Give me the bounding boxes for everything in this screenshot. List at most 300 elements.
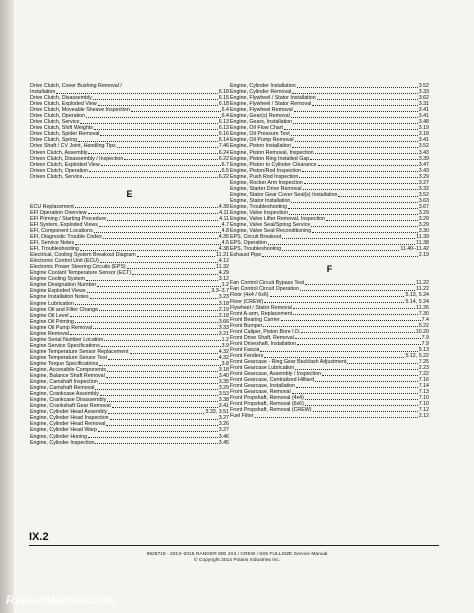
index-entry-page[interactable]: 11.26 [416, 304, 429, 311]
section-letter-f: F [326, 264, 333, 275]
dot-leader [291, 202, 417, 203]
dot-leader [300, 290, 415, 291]
index-entry-page[interactable]: 4.32 [218, 354, 229, 361]
index-entry-page[interactable]: 6.14 [218, 137, 229, 144]
index-entry-page[interactable]: 11.32 [216, 264, 229, 271]
index-entry-label: Drive Clutch, Disassembly [30, 95, 92, 102]
index-list-e-continued [230, 83, 429, 258]
index-entry-page[interactable]: 4.11 [219, 209, 229, 216]
index-entry-label: Engine, Starter Drive Removal [230, 185, 302, 192]
dot-leader [291, 135, 418, 136]
index-entry-page[interactable]: 4.35 [218, 233, 229, 240]
dot-leader [281, 320, 421, 321]
index-entry-label: Front Propshaft, Removal (4x4) [230, 395, 304, 402]
index-entry-page[interactable]: 3.33 [418, 89, 429, 96]
index-entry-label: Engine Removal [30, 330, 69, 337]
index-entry-label: Driven Clutch, Exploded View [30, 161, 100, 168]
index-entry-label: Engine, Cylinder Head Assembly [30, 409, 108, 416]
index-entry-page[interactable]: 5.13, 5.24 [405, 292, 429, 299]
index-entry-label: Engine, Cylinder Honing [30, 433, 88, 440]
dot-leader [318, 165, 418, 166]
index-entry-label: Engine, Balance Shaft Removal [30, 373, 105, 380]
index-entry [230, 413, 429, 419]
dot-leader [132, 274, 218, 275]
index-entry-page[interactable]: 3.62 [418, 95, 429, 102]
dot-leader [292, 393, 418, 394]
index-entry-label: Electronic Control Unit (ECU) [30, 258, 99, 265]
dot-leader [110, 419, 218, 420]
index-entry-page[interactable]: 3.32 [418, 185, 429, 192]
dot-leader [322, 375, 418, 376]
dot-leader [302, 171, 418, 172]
index-entry-label: Engine, Piston/Rod Inspection [230, 167, 301, 174]
dot-leader [88, 437, 218, 438]
index-entry-page[interactable]: 3.41 [218, 403, 229, 410]
index-entry-page[interactable]: 2.18 [218, 312, 229, 319]
dot-leader [315, 153, 418, 154]
dot-leader [293, 123, 418, 124]
index-entry-page[interactable]: 3.41 [418, 113, 429, 120]
index-entry-label: Driven Clutch, Disassembly / Inspection [30, 155, 124, 162]
index-entry-label: Electronic Power Steering Circuits (EPS) [30, 264, 126, 271]
index-entry-label: Engine, Oil Pressure Test [230, 131, 290, 138]
index-entry-page[interactable]: 5.12, 5.22 [405, 352, 429, 359]
index-entry-page[interactable]: 4.11 [219, 215, 229, 222]
index-entry-label: EFI, Service Notes [30, 240, 75, 247]
index-entry-label: Engine Torque Specifications [30, 360, 99, 367]
footer-copyright: © Copyright 2014 Polaris Industries Inc. [193, 558, 281, 564]
index-entry-label: Engine, Piston Ring Installed Gap [230, 155, 310, 162]
index-entry-page[interactable]: 6.22 [218, 173, 229, 180]
index-entry-page[interactable]: 6.18 [218, 101, 229, 108]
index-entry-page[interactable]: 7.13 [418, 389, 429, 396]
index-entry-page[interactable]: 6.15 [218, 95, 229, 102]
dot-leader [294, 111, 418, 112]
dot-leader [89, 171, 221, 172]
dot-leader [78, 141, 218, 142]
page-spine-shadow [0, 0, 14, 613]
dot-leader [106, 377, 218, 378]
index-entry-label: Driven Clutch, Service [30, 173, 83, 180]
dot-leader [299, 177, 417, 178]
index-entry-label: Engine, Crankcase Disassembly [30, 397, 107, 404]
index-entry-label: EPS, Operation [230, 240, 267, 247]
index-entry-page[interactable]: 6.4 [221, 113, 229, 120]
index-entry-label: Front Driveshaft, Installation [230, 340, 296, 347]
dot-leader [296, 387, 418, 388]
dot-leader [310, 159, 417, 160]
index-entry-label: Engine Lubrication [30, 300, 74, 307]
index-entry-page[interactable]: 11.39 [416, 234, 429, 241]
index-entry-page[interactable]: 3.48 [418, 119, 429, 126]
index-entry-label: Engine, Valve Seat Reconditioning [230, 228, 312, 235]
dot-leader [255, 417, 418, 418]
index-entry-page[interactable]: 11.22 [416, 280, 429, 287]
index-entry-page[interactable]: 7.22 [418, 371, 429, 378]
index-entry-label: Engine Coolant Temperature Sensor (ECT) [30, 270, 132, 277]
dot-leader [70, 316, 218, 317]
index-entry-page[interactable]: 2.12 [418, 413, 429, 420]
index-entry-page[interactable]: 3.29 [418, 209, 429, 216]
dot-leader [80, 123, 217, 124]
index-entry-label: Drive Clutch, Cover Bushing Removal / [30, 83, 122, 89]
section-letter-e: E [126, 188, 133, 199]
dot-leader [268, 244, 415, 245]
index-entry-label: Engine, Crankcase Assembly [30, 391, 99, 398]
index-entry-page[interactable]: 3.53 [218, 391, 229, 398]
index-entry-label: Engine, Gear(s) Removal [230, 113, 290, 120]
index-entry-page[interactable]: 3.23 [218, 294, 229, 301]
index-entry-label: Engine, Flywheel / Stator Installation [230, 95, 316, 102]
dot-leader [292, 147, 418, 148]
dot-leader [304, 183, 418, 184]
index-entry-page[interactable]: 3.52 [418, 143, 429, 150]
index-entry-page[interactable]: 6.18 [218, 89, 229, 96]
dot-leader [97, 286, 220, 287]
dot-leader [297, 344, 421, 345]
index-entry-label: Engine Temperature Sensor Replacement [30, 348, 129, 355]
index-entry-page[interactable]: 7.16 [418, 377, 429, 384]
dot-leader [86, 117, 221, 118]
index-entry-page[interactable]: 6.13 [218, 125, 229, 132]
index-entry-label: Engine, Oil Pump Removal [230, 137, 294, 144]
dot-leader [98, 431, 218, 432]
dot-leader [311, 226, 417, 227]
index-entry-page[interactable]: 3.26 [218, 421, 229, 428]
dot-leader [312, 232, 418, 233]
index-entry-page[interactable]: 3.18 [218, 367, 229, 374]
dot-leader [124, 159, 217, 160]
index-entry-page[interactable]: 3.43 [418, 149, 429, 156]
dot-leader [297, 87, 418, 88]
index-entry-page[interactable]: 7.4 [421, 316, 429, 323]
dot-leader [263, 326, 417, 327]
index-entry-page[interactable]: 1.2 [221, 336, 229, 343]
index-entry-page[interactable]: 3.12 [218, 276, 229, 283]
index-entry-label: EFI System, Exploded Views [30, 221, 98, 228]
index-entry-label: Drive Clutch, Shift Weights [30, 125, 93, 132]
dot-leader [288, 208, 418, 209]
index-entry-page[interactable]: 7.9 [421, 334, 429, 341]
index-entry-page[interactable]: 3.27 [218, 415, 229, 422]
index-entry-label: Drive Clutch, Service [30, 119, 80, 126]
index-entry-page[interactable]: 1.2 [221, 282, 229, 289]
index-entry-page[interactable]: 10.20 [415, 328, 429, 335]
dot-leader [104, 340, 220, 341]
index-entry-label: Engine, Oil Flow Chart [230, 125, 283, 132]
index-entry-page[interactable]: 3.35 [218, 379, 229, 386]
index-entry-label: Engine, Piston Removal, Inspection [230, 149, 314, 156]
index-entry-label: Exhaust Pipe [230, 252, 262, 259]
dot-leader [117, 147, 218, 148]
index-entry-page[interactable]: 3.67 [418, 203, 429, 210]
dot-leader [262, 256, 417, 257]
dot-leader [305, 405, 418, 406]
dot-leader [90, 298, 218, 299]
dot-leader [315, 381, 417, 382]
dot-leader [98, 105, 218, 106]
index-entry-page[interactable]: 3.45 [218, 439, 229, 446]
index-entry-label: Engine Oil Pump Removal [30, 324, 93, 331]
dot-leader [282, 250, 399, 251]
index-entry-page[interactable]: 3.18 [418, 131, 429, 138]
index-entry-page[interactable]: 6.7 [221, 161, 229, 168]
index-entry-label: Front Bumper [230, 322, 263, 329]
index-entry-page[interactable]: 4.5 [221, 240, 229, 247]
dot-leader [75, 207, 218, 208]
index-entry-label: Engine, Flywheel Removal [230, 107, 293, 114]
index-entry-page[interactable]: 3.41 [418, 107, 429, 114]
index-entry-page[interactable]: 3.21 [218, 330, 229, 337]
footer [0, 552, 474, 565]
index-entry-page[interactable]: 11.38 [416, 240, 429, 247]
index-entry-page[interactable]: 3.43 [418, 167, 429, 174]
index-entry-page[interactable]: 4.32 [218, 348, 229, 355]
dot-leader [100, 262, 218, 263]
index-entry-page[interactable]: 7.12 [418, 407, 429, 414]
index-entry-page[interactable]: 3.63 [418, 197, 429, 204]
index-entry-page[interactable]: 4.8 [221, 227, 229, 234]
index-entry-label: Front Gearcase - Ring Gear Backlash Adjustment [230, 358, 347, 365]
dot-leader [292, 93, 417, 94]
index-entry-page[interactable]: 11.40–11.42 [400, 246, 429, 253]
index-entry-label: Front Fenders [230, 352, 264, 359]
index-entry-page[interactable]: 6.22 [218, 155, 229, 162]
dot-leader [137, 256, 215, 257]
index-entry-label: Installation [30, 89, 56, 96]
index-entry-label: Engine, Camshaft Inspection [30, 379, 98, 386]
index-entry-page[interactable]: 3.52 [418, 83, 429, 89]
dot-leader [284, 129, 418, 130]
index-entry-page[interactable]: 3.38 [218, 397, 229, 404]
index-entry-label: Drive Shaft / CV Joint, Handling Tips [30, 143, 116, 150]
index-entry-page[interactable]: 2.19 [418, 252, 429, 259]
index-entry-label: Engine, Valve Lifter Removal, Inspection [230, 216, 326, 223]
index-entry-label: Driven Clutch, Operation [30, 167, 88, 174]
dot-leader [295, 338, 421, 339]
dot-leader [93, 99, 218, 100]
index-entry-page[interactable]: 3.39 [418, 155, 429, 162]
index-entry-label: Engine Installation Notes [30, 294, 89, 301]
dot-leader [93, 328, 218, 329]
index-entry-page[interactable]: 4.38 [218, 246, 229, 253]
index-entry-label: Front A-arm, Replacement [230, 310, 293, 317]
index-entry-label: Front Fascia [230, 346, 260, 353]
index-entry-page[interactable]: 7.30 [418, 310, 429, 317]
index-entry-page[interactable]: 3.29 [218, 385, 229, 392]
dot-leader [130, 353, 218, 354]
dot-leader [282, 238, 415, 239]
index-entry-label: Drive Clutch, Spring [30, 137, 78, 144]
index-column-right [230, 83, 429, 419]
dot-leader [107, 220, 218, 221]
index-entry-label: Front Propshaft, Removal (6x6) [230, 401, 304, 408]
index-entry-label: Engine, Rocker Arm Inspection [230, 179, 303, 186]
index-entry-page[interactable]: 5.14, 5.24 [405, 298, 429, 305]
index-entry-label: Engine, Push Rod Inspection [230, 173, 299, 180]
index-entry-label: Engine Cooling System [30, 276, 86, 283]
index-entry-page[interactable]: 3.29 [418, 173, 429, 180]
index-entry-page[interactable]: 2.23 [418, 365, 429, 372]
index-entry-label: Engine, Cylinder Removal [230, 89, 292, 96]
dot-leader [94, 232, 221, 233]
index-entry-label: ECU Replacement [30, 203, 74, 210]
index-entry-page[interactable]: 6.24 [218, 149, 229, 156]
index-entry-label: Drive Clutch, Exploded View [30, 101, 97, 108]
index-entry-label: Front Gearcase, Installation [230, 383, 296, 390]
index-entry-page[interactable]: 3.33 [218, 324, 229, 331]
index-entry-page[interactable]: 6.4 [221, 107, 229, 114]
index-entry-label: Engine, Camshaft Removal [30, 385, 95, 392]
dot-leader [127, 268, 215, 269]
index-entry-page[interactable]: 3.31 [418, 101, 429, 108]
index-entry-page[interactable]: 3.19 [418, 125, 429, 132]
index-entry-page[interactable]: 7.10 [418, 401, 429, 408]
index-entry-page[interactable]: 3.29 [418, 216, 429, 223]
index-entry-label: Floor (4x4 / 6x6) [230, 292, 269, 299]
index-entry-page[interactable]: 4.29 [218, 270, 229, 277]
dot-leader [326, 220, 418, 221]
index-entry-label: Engine, Piston Installation [230, 143, 291, 150]
index-entry-page[interactable]: 4.12 [218, 258, 229, 265]
index-entry-label: Engine, Cylinder Head Removal [30, 421, 106, 428]
index-entry-label: Driven Clutch, Assembly [30, 149, 88, 156]
index-entry-label: EFI, Troubleshooting [30, 246, 79, 253]
index-entry-page[interactable]: 6.13 [218, 119, 229, 126]
index-entry-page[interactable]: 7.25 [418, 358, 429, 365]
index-entry-label: Front Gearcase, Assembly / Inspection [230, 371, 321, 378]
index-entry-label: Engine, Accessible Components [30, 367, 106, 374]
dot-leader [112, 407, 218, 408]
index-entry-label: Fan Control Circuit Bypass Test [230, 280, 305, 287]
index-entry-page[interactable]: 2.19 [218, 306, 229, 313]
dot-leader [264, 302, 404, 303]
index-entry-page[interactable]: 3.3–3.7 [211, 288, 229, 295]
index-entry-label: Engine Serial Number Location [30, 336, 104, 343]
index-entry-label: Engine Temperature Sensor Test [30, 354, 107, 361]
dot-leader [80, 250, 218, 251]
index-entry-label: EFI Priming / Starting Procedure [30, 215, 107, 222]
index-entry-page[interactable]: 5.13 [418, 346, 429, 353]
dot-leader [107, 401, 217, 402]
index-entry-page[interactable]: 6.5 [221, 167, 229, 174]
index-entry [30, 440, 229, 446]
index-entry-label: Engine, Gears, Installation [230, 119, 293, 126]
dot-leader [107, 371, 218, 372]
index-entry-page[interactable]: 3.9 [221, 342, 229, 349]
dot-leader [312, 105, 417, 106]
index-entry-label: Engine, Cylinder Head Inspection [30, 415, 109, 422]
index-entry-label: Front Propshaft, Removal (CREW) [230, 407, 312, 414]
dot-leader [108, 359, 218, 360]
dot-leader [293, 308, 415, 309]
dot-leader [83, 177, 217, 178]
index-entry-label: Engine, Cylinder Inspection [30, 439, 95, 446]
index-entry-page[interactable]: 7.10 [418, 395, 429, 402]
index-entry-label: Electrical, Cooling System Breakout Diagram [30, 252, 136, 259]
index-entry-label: Engine, Valve Seal/Spring Service [230, 222, 311, 229]
dot-leader [75, 322, 218, 323]
dot-leader [86, 280, 218, 281]
index-entry-label: Fan Control Circuit Operation [230, 286, 299, 293]
index-entry-page[interactable]: 11.21 [216, 252, 229, 259]
index-entry-label: Engine Service Specifications [30, 342, 100, 349]
index-entry-page[interactable]: 3.47 [418, 161, 429, 168]
dot-leader [106, 425, 217, 426]
index-entry-page[interactable]: 3.8 [221, 360, 229, 367]
index-entry-label: Engine, Cylinder Head Warp [30, 427, 97, 434]
index-entry-page[interactable]: 3.27 [218, 427, 229, 434]
index-entry [230, 252, 429, 258]
index-entry-page[interactable]: 3.27 [418, 179, 429, 186]
index-entry-page[interactable]: 7.9 [421, 340, 429, 347]
index-entry-label: Engine, Crankshaft Gear Removal [30, 403, 111, 410]
dot-leader [305, 399, 418, 400]
dot-leader [95, 389, 217, 390]
index-entry-label: EPS, Circuit Breakout [230, 234, 282, 241]
index-entry-page[interactable]: 3.52 [418, 191, 429, 198]
index-entry-label: EFI, Diagnostic Trouble Codes [30, 233, 102, 240]
watermark-logo-text: RepairManual.com [6, 593, 116, 607]
dot-leader [108, 413, 204, 414]
dot-leader [347, 363, 417, 364]
index-entry-page[interactable]: 3.30 [418, 228, 429, 235]
dot-leader [291, 117, 418, 118]
dot-leader [88, 213, 219, 214]
index-entry-label: Front Drive Shaft, Removal [230, 334, 294, 341]
dot-leader [101, 165, 221, 166]
dot-leader [75, 244, 220, 245]
index-entry-page[interactable]: 3.33, 3.51 [205, 409, 229, 416]
footer-manual-title: 9928718 - 2013–2015 RANGER 800 4X4 / CREW / 6X6 FULLSIZE Service Manual [146, 552, 328, 557]
index-entry-page[interactable]: 11.22 [416, 286, 429, 293]
index-entry-page[interactable]: 7.14 [418, 383, 429, 390]
dot-leader [295, 369, 418, 370]
dot-leader [99, 365, 220, 366]
index-entry-page[interactable]: 3.66 [218, 318, 229, 325]
index-entry-label: Flywheel / Stator Removal [230, 304, 292, 311]
index-entry-page[interactable]: 3.18 [218, 300, 229, 307]
dot-leader [75, 304, 218, 305]
index-entry-label: Engine Oil and Filter Change [30, 306, 99, 313]
index-entry-page[interactable]: 6.16 [218, 131, 229, 138]
index-entry-page[interactable]: 3.46 [218, 433, 229, 440]
index-entry-label: Engine, Cylinder Installation [230, 83, 296, 89]
index-entry-page[interactable]: 4.7 [221, 221, 229, 228]
footer-rule [29, 545, 439, 546]
index-entry-label: Engine, Stator Gear Cover Seal(s) Installation [230, 191, 338, 198]
index-entry-label: Front Gearcase, Centralized Hilliard [230, 377, 315, 384]
index-entry-page[interactable]: 5.22 [418, 322, 429, 329]
dot-leader [100, 135, 217, 136]
dot-leader [270, 296, 405, 297]
dot-leader [260, 351, 417, 352]
dot-leader [94, 129, 218, 130]
index-entry-label: Front Gearcase, Removal [230, 389, 291, 396]
dot-leader [99, 310, 218, 311]
dot-leader [87, 292, 211, 293]
index-entry-page[interactable]: 3.29 [418, 222, 429, 229]
page-number: IX.2 [29, 531, 49, 543]
index-entry-label: Engine, Valve Inspection [230, 209, 288, 216]
index-entry-page[interactable]: 4.39 [218, 203, 229, 210]
dot-leader [305, 284, 415, 285]
index-entry-label: EFI Operation Overview [30, 209, 87, 216]
index-entry-page[interactable]: 3.41 [418, 137, 429, 144]
index-entry-page[interactable]: 3.40 [218, 373, 229, 380]
index-entry-label: Engine, Flywheel / Stator Removal [230, 101, 312, 108]
index-entry-page[interactable]: 7.46 [218, 143, 229, 150]
